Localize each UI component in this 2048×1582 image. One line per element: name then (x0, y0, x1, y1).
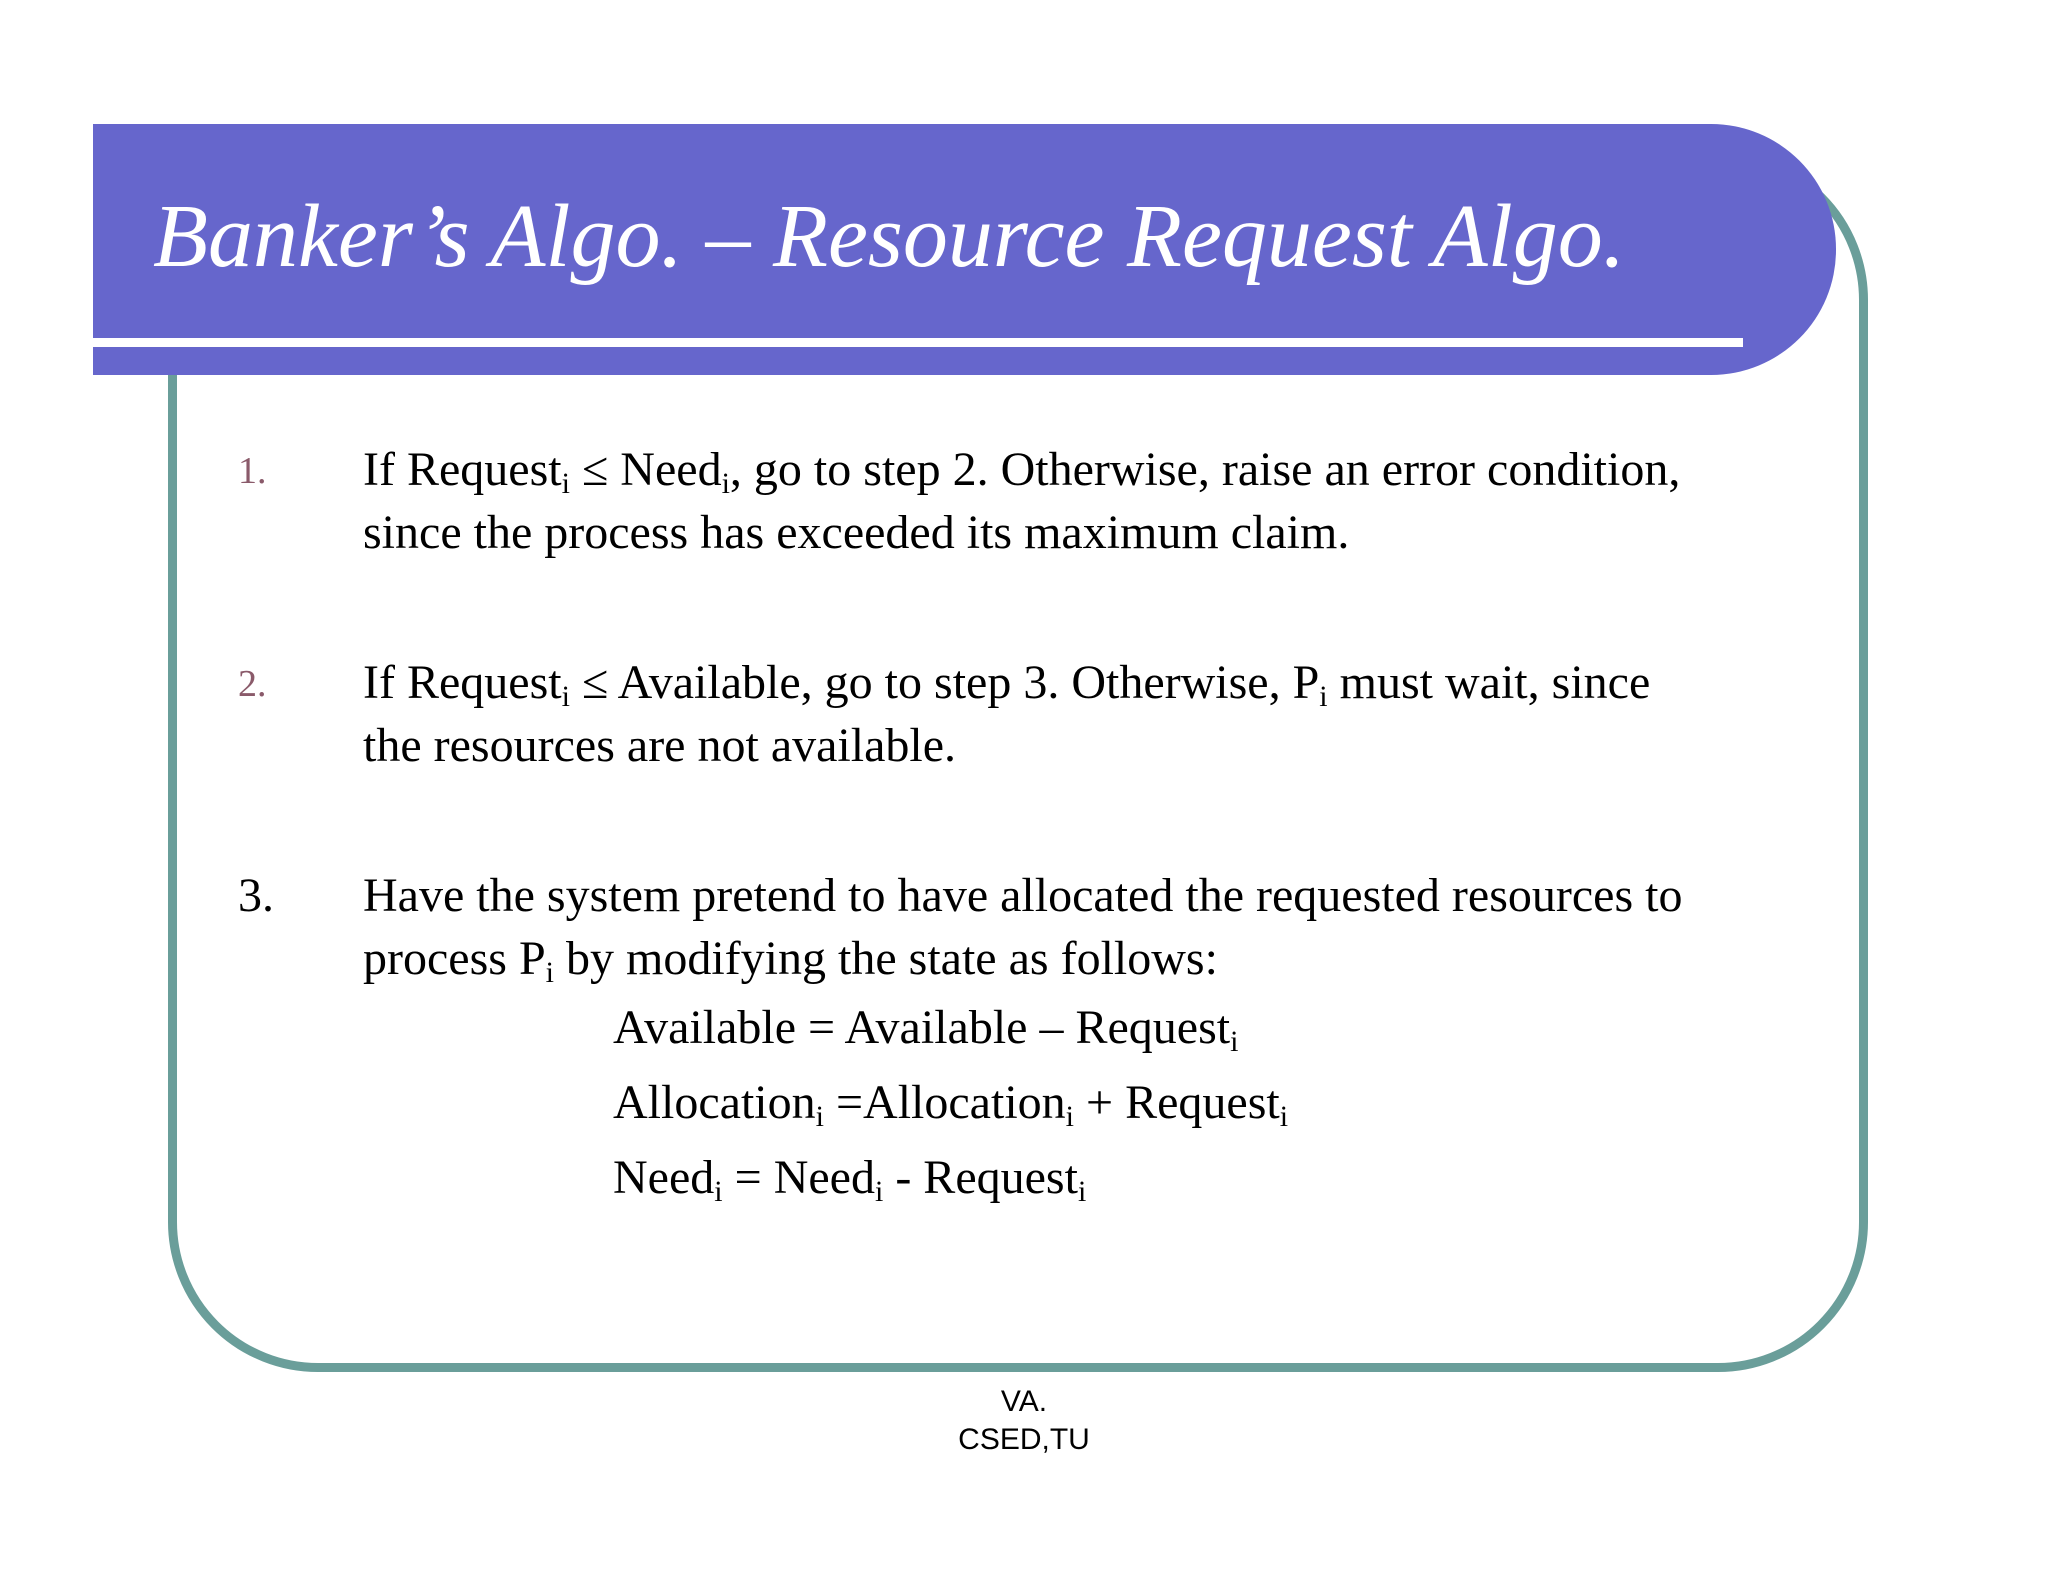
formula-need: Need$_i$ = Need$_i$ - Request$_i$ (613, 1151, 1087, 1208)
step-line: the resources are not available. (363, 719, 957, 772)
step-number: 3. (238, 869, 274, 922)
state-update-formulas (613, 990, 1288, 1215)
step-line: If Request$_i$ ≤ Need$_i$, go to step 2. Otherwise, raise an error condition, (363, 443, 1681, 500)
title-underline (93, 338, 1743, 347)
step-text (363, 651, 1823, 777)
step-line: since the process has exceeded its maximum claim. (363, 506, 1350, 559)
footer-line-1: VA. (1000, 1385, 1048, 1418)
step-text (363, 864, 1823, 990)
slide-title: Banker’s Algo. – Resource Request Algo. (153, 187, 1626, 286)
step-line: Have the system pretend to have allocated the requested resources to (363, 869, 1683, 922)
step-line: process $P_i$ by modifying the state as follows: (363, 932, 1218, 989)
step-number: 1. (238, 450, 267, 492)
step-text (363, 438, 1823, 564)
step-line: If Request$_i$ ≤ Available, go to step 3. Otherwise, $P_i$ must wait, since (363, 656, 1651, 713)
formula-allocation: Allocation$_i$ =Allocation$_i$ + Request$_i$ (613, 1076, 1289, 1133)
footer-line-2: CSED,TU (958, 1423, 1090, 1456)
footer (0, 1383, 2048, 1459)
step-number: 2. (238, 663, 267, 705)
title-bar (93, 124, 1836, 375)
formula-available: Available = Available – Request$_i$ (613, 1001, 1239, 1058)
